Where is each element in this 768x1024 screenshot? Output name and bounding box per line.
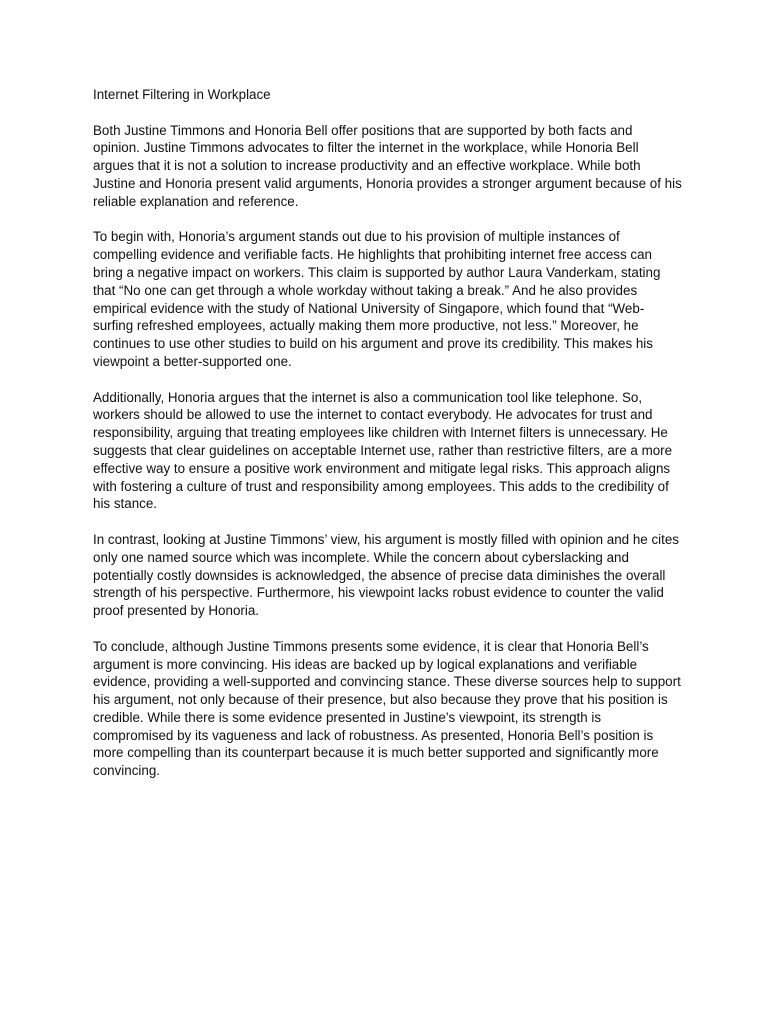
paragraph-contrast: In contrast, looking at Justine Timmons’ view, his argument is mostly filled with opinion and he cites only one named source which was incomplete. While the concern about cyberslacking and potentially costly downsides is acknowledged, the absence of precise data diminishes the overall strength of his perspective. Furthermore, his viewpoint lacks robust evidence to counter the valid proof presented by Honoria.	[93, 531, 679, 619]
paragraph-intro: Both Justine Timmons and Honoria Bell offer positions that are supported by both facts and opinion. Justine Timmons advocates to filter the internet in the workplace, while Honoria Bell argues that it is not a solution to increase productivity and an effective workplace. While both Justine and Honoria present valid arguments, Honoria provides a stronger argument because of his reliable explanation and reference.	[93, 122, 682, 209]
document-title: Internet Filtering in Workplace	[93, 87, 271, 102]
paragraph-communication: Additionally, Honoria argues that the internet is also a communication tool like telephone. So, workers should be allowed to use the internet to contact everybody. He advocates for trust and responsibility, arguing that treating employees like children with Internet filters is unnecessary. He suggests that clear guidelines on acceptable Internet use, rather than restrictive filters, are a more effective way to ensure a positive work environment and mitigate legal risks. This approach aligns with fostering a culture of trust and responsibility among employees. This adds to the credibility of his stance.	[93, 389, 673, 512]
paragraph-conclusion: To conclude, although Justine Timmons presents some evidence, it is clear that Honoria Bell’s argument is more convincing. His ideas are backed up by logical explanations and verifiable evidence, providing a well-supported and convincing stance. These diverse sources help to support his argument, not only because of their presence, but also because they prove that his position is credible. While there is some evidence presented in Justine’s viewpoint, its strength is compromised by its vagueness and lack of robustness. As presented, Honoria Bell’s position is more compelling than its counterpart because it is much better supported and significantly more convincing.	[93, 638, 681, 779]
document-body	[93, 86, 683, 798]
paragraph-evidence: To begin with, Honoria’s argument stands out due to his provision of multiple instances of compelling evidence and verifiable facts. He highlights that prohibiting internet free access can bring a negative impact on workers. This claim is supported by author Laura Vanderkam, stating that “No one can get through a whole workday without taking a break.” And he also provides empirical evidence with the study of National University of Singapore, which found that “Web-surfing refreshed employees, actually making them more productive, not less.” Moreover, he continues to use other studies to build on his argument and prove its credibility. This makes his viewpoint a better-supported one.	[93, 229, 661, 369]
